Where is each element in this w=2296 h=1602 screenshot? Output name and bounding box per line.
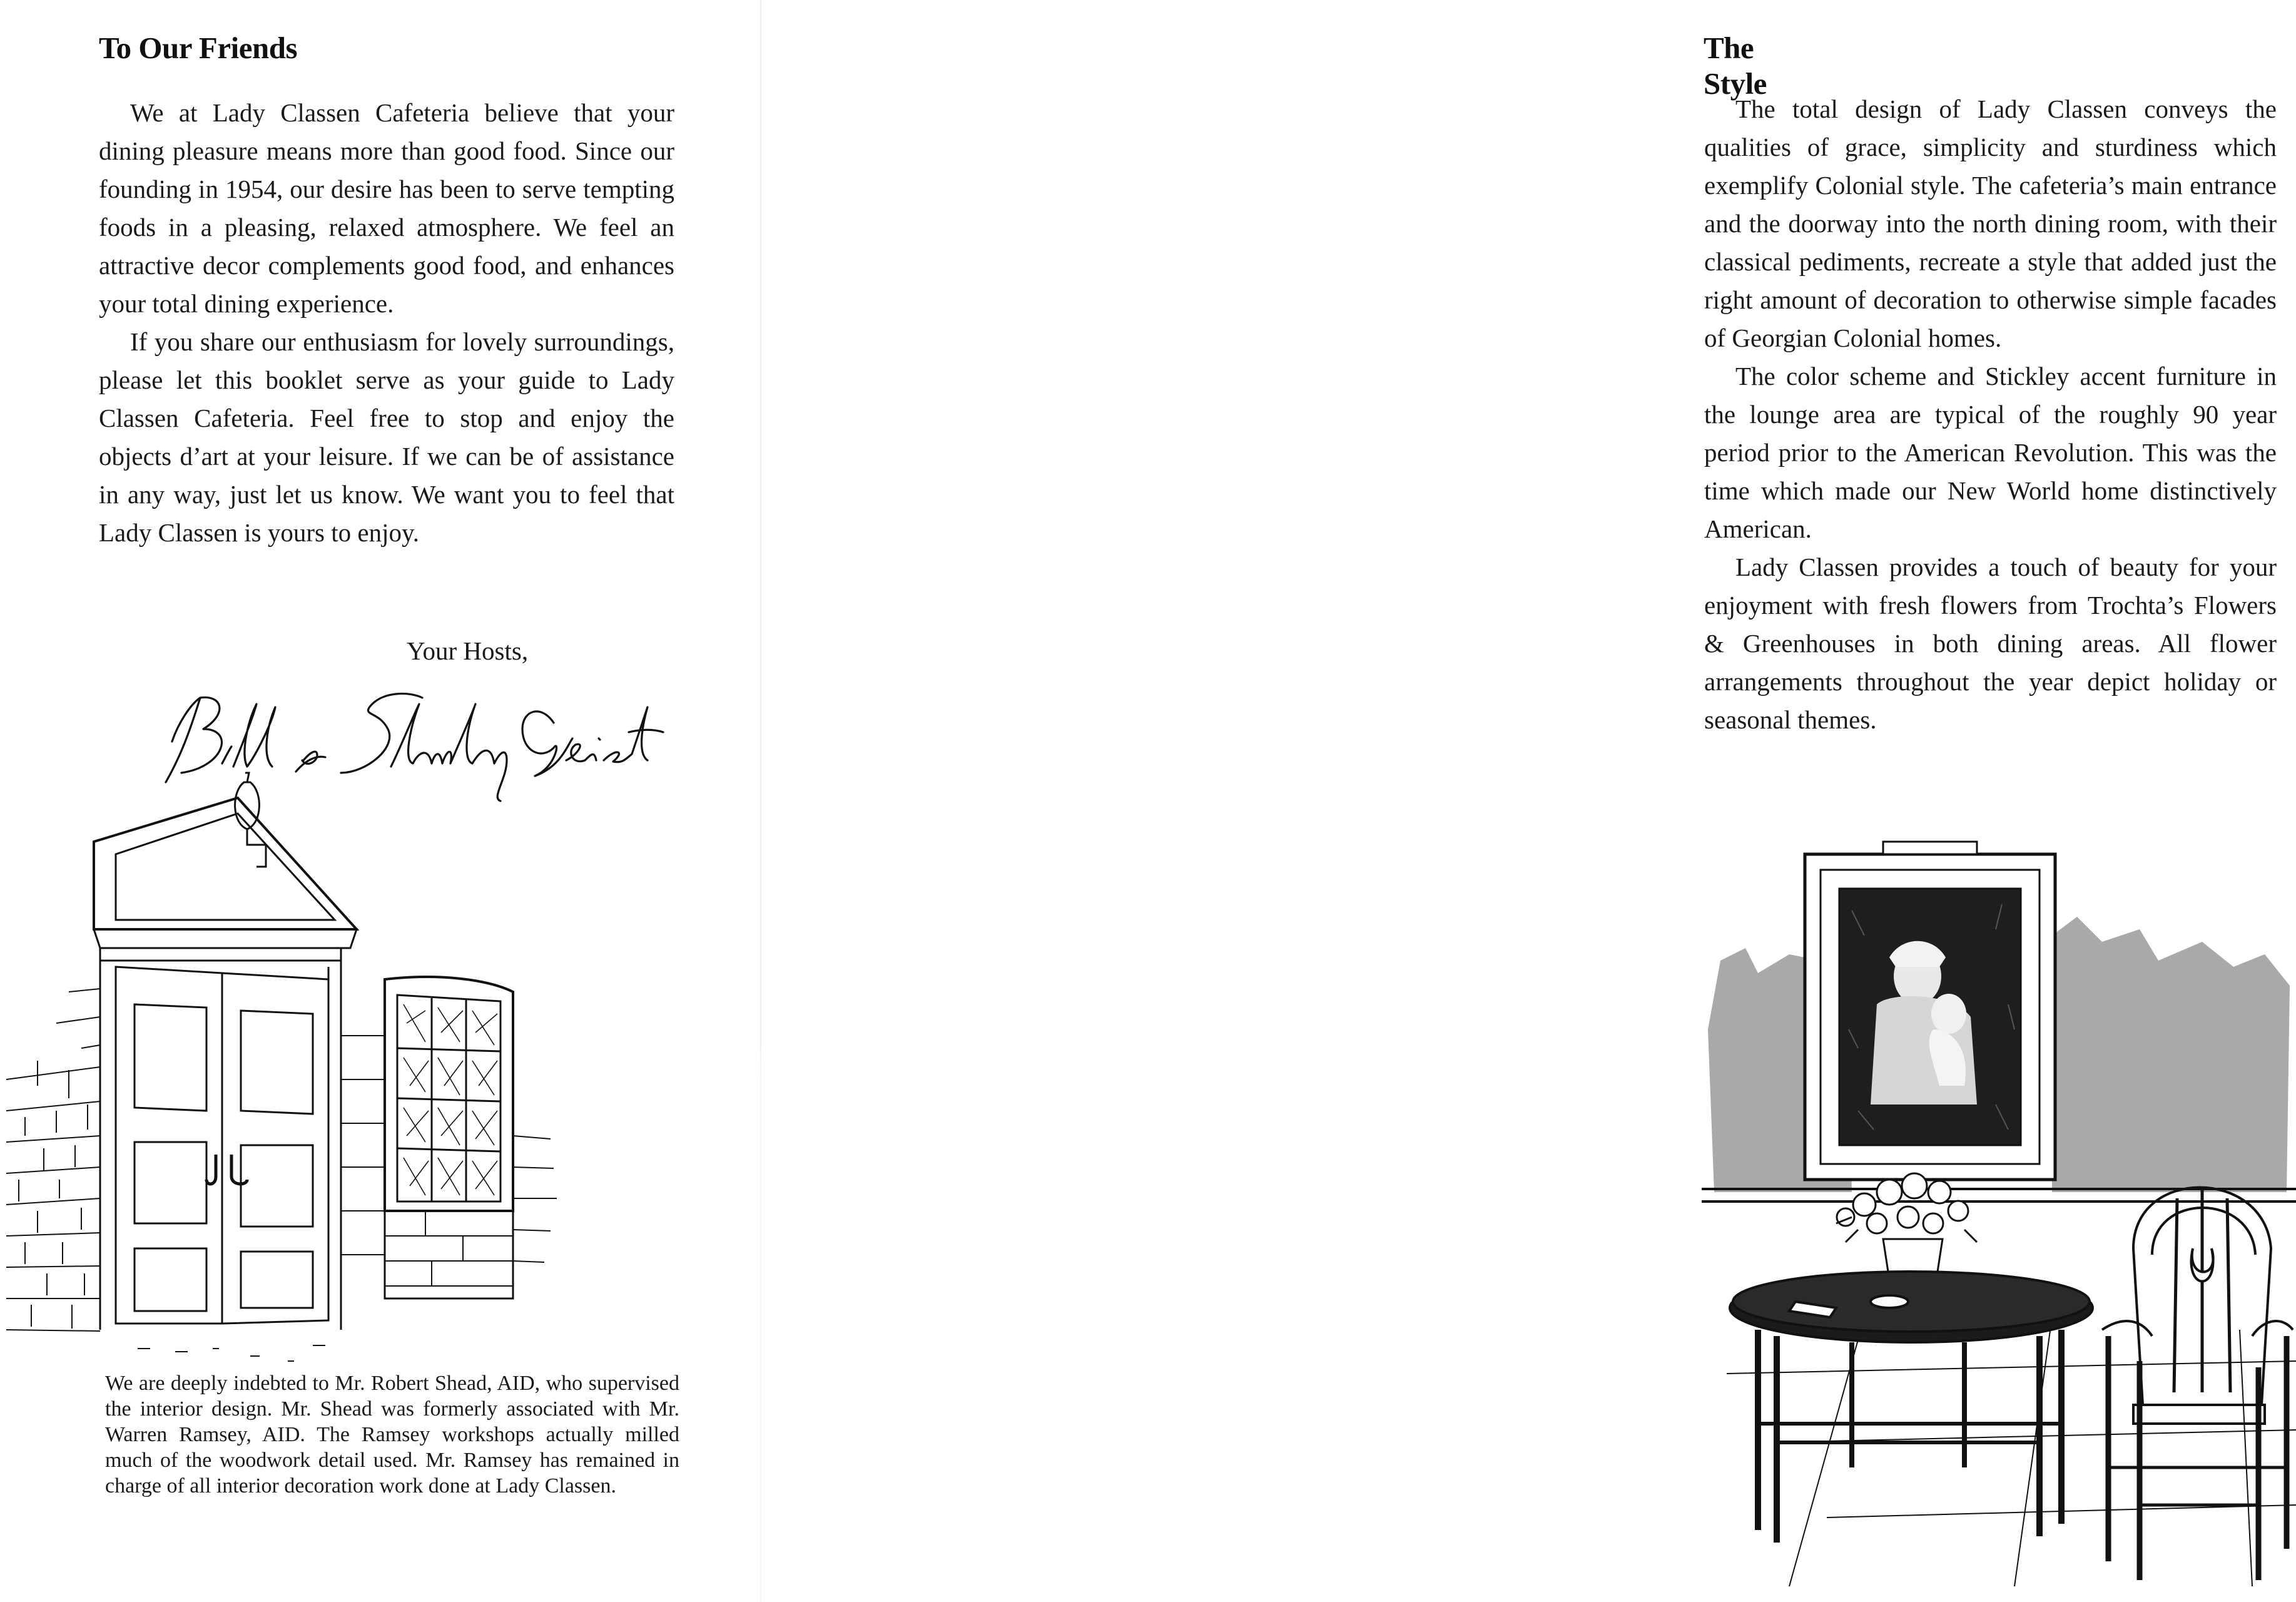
doorway-drawing-icon [0,785,694,1367]
closing-salutation: Your Hosts, [407,636,529,665]
left-page [0,0,751,1602]
paragraph: If you share our enthusiasm for lovely surroundings, please let this booklet serve as your guide to Lady Classen Cafeteria. Feel free to stop and enjoy the objects d’art at your leisure. If we can be of assistance in any way, just let us know. We want you to feel that Lady Classen is yours to enjoy. [99,327,674,547]
left-page-body [99,94,674,552]
paragraph: We at Lady Classen Cafeteria believe that your dining pleasure means more than good food. Since our founding in 1954, our desire has been to serve tempting foods in a pleasing, relaxed atmosphere. We feel an attractive decor complements good food, and enhances your total dining experience. [99,98,674,318]
paragraph: The total design of Lady Classen conveys the qualities of grace, simplicity and sturdiness which exemplify Colonial style. The cafeteria’s main entrance and the doorway into the north dining room, with their classical pediments, recreate a style that added just the right amount of decoration to otherwise simple facades of Georgian Colonial homes. [1704,94,2277,352]
paragraph: Lady Classen provides a touch of beauty for your enjoyment with fresh flowers from Trochta’s Flowers & Greenhouses in both dining areas. All flower arrangements throughout the year depict holiday or seasonal themes. [1704,553,2277,734]
credits-note: We are deeply indebted to Mr. Robert Shead, AID, who supervised the interior design. Mr. Shead was formerly associated with Mr. Warren Ramsey, AID. The Ramsey workshops actually milled much of the woodwork detail used. Mr. Ramsey has remained in charge of all interior decoration work done at Lady Classen. [105,1372,679,1497]
right-page [838,0,2277,1602]
page-title-to-our-friends: To Our Friends [99,31,298,65]
page-title-the-style: The Style [1704,31,1767,101]
paragraph: The color scheme and Stickley accent furniture in the lounge area are typical of the roughly 90 year period prior to the American Revolution. This was the time which made our New World home distinctively American. [1704,362,2277,543]
right-page-body [1704,90,2277,739]
lounge-drawing-icon [1702,842,2296,1593]
page-fold-line [760,0,761,1602]
